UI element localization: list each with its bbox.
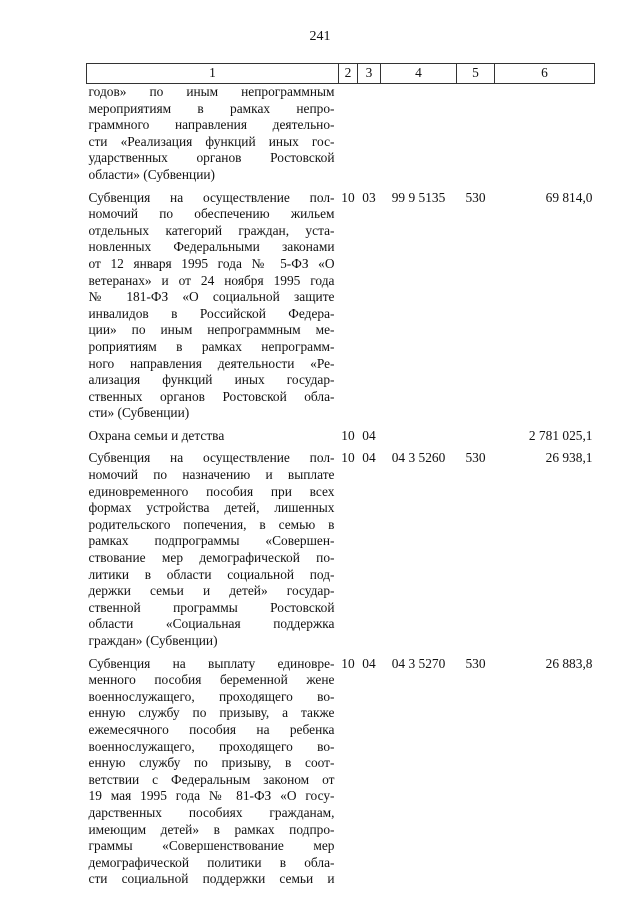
- header-row: [87, 64, 595, 84]
- row-name-line: военнослужащего, проходящего во-: [88, 688, 335, 704]
- row-name-line: области» (Субвенции): [88, 166, 216, 182]
- row-name-line: сти» (Субвенции): [88, 405, 190, 421]
- row-name-line: граммного направления деятельно-: [88, 117, 335, 133]
- header-cell-5: 5: [457, 64, 495, 84]
- row-name-line: формах устройства детей, лишенных: [88, 500, 335, 516]
- row-name-line: енную службу по призыву, в соот-: [88, 755, 335, 771]
- row-amount: 69 814,0: [545, 189, 593, 205]
- row-name-line: номочий по обеспечению жильем: [88, 206, 335, 222]
- row-target-article: 04 3 5260: [391, 450, 446, 466]
- row-name-line: ствование мер демографической по-: [88, 550, 335, 566]
- table-row: [87, 190, 595, 428]
- table-row: [87, 428, 595, 451]
- row-amount: 26 938,1: [545, 450, 593, 466]
- row-name-line: ежемесячного пособия на ребенка: [88, 721, 335, 737]
- row-subsection: 04: [362, 427, 376, 443]
- row-amount: 2 781 025,1: [528, 427, 593, 443]
- row-name-line: годов» по иным непрограммным: [88, 84, 335, 99]
- row-name-line: дарственных пособиях гражданам,: [88, 804, 335, 820]
- row-name: [87, 190, 339, 428]
- row-subsection: 03: [362, 189, 376, 205]
- header-cell-2: 2: [339, 64, 358, 84]
- row-expense-type: 530: [465, 450, 486, 466]
- row-name-line: от 12 января 1995 года № 5-ФЗ «О: [88, 255, 335, 271]
- header-cell-3: 3: [358, 64, 381, 84]
- row-section: 10: [341, 189, 355, 205]
- row-name: [87, 428, 339, 451]
- row-name-line: мероприятиям в рамках непро-: [88, 100, 335, 116]
- row-expense-type: 530: [465, 655, 486, 671]
- row-name-line: новленных Федеральными законами: [88, 239, 335, 255]
- row-name: [87, 84, 339, 190]
- row-name-line: отдельных категорий граждан, уста-: [88, 222, 335, 238]
- row-section: 10: [341, 427, 355, 443]
- row-name-line: сти социальной поддержки семьи и: [88, 871, 335, 887]
- row-name-line: демографической политики в обла-: [88, 854, 335, 870]
- row-name-line: держки семьи и детей» государ-: [88, 583, 335, 599]
- header-cell-1: 1: [87, 64, 339, 84]
- row-section: 10: [341, 450, 355, 466]
- row-name-line: родительского попечения, в семью в: [88, 516, 335, 532]
- row-expense-type: 530: [465, 189, 486, 205]
- row-name-line: ственных органов Ростовской обла-: [88, 388, 335, 404]
- row-name-line: инвалидов в Российской Федера-: [88, 305, 335, 321]
- row-target-article: [381, 428, 457, 451]
- row-target-article: 99 9 5135: [391, 189, 446, 205]
- row-name-line: Охрана семьи и детства: [88, 427, 225, 443]
- row-subsection: 04: [362, 450, 376, 466]
- row-name-line: граммы «Совершенствование мер: [88, 838, 335, 854]
- table-row: [87, 656, 595, 894]
- row-name-line: номочий по назначению и выплате: [88, 467, 335, 483]
- row-name-line: граждан» (Субвенции): [88, 633, 218, 648]
- row-name-line: № 181-ФЗ «О социальной защите: [88, 289, 335, 305]
- row-expense-type: [457, 428, 495, 451]
- row-name-line: литики в области социальной под-: [88, 566, 335, 582]
- row-amount: [495, 84, 595, 190]
- row-name-line: области «Социальная поддержка: [88, 616, 335, 632]
- row-name-line: ции» по иным непрограммным ме-: [88, 322, 335, 338]
- row-name-line: менного пособия беременной жене: [88, 672, 335, 688]
- row-name-line: военнослужащего, проходящего во-: [88, 738, 335, 754]
- row-name-line: енную службу по призыву, а также: [88, 705, 335, 721]
- row-section: [339, 84, 358, 190]
- row-name: [87, 656, 339, 894]
- row-subsection: 04: [362, 655, 376, 671]
- row-name-line: ализация функций иных государ-: [88, 372, 335, 388]
- row-name-line: роприятиям в рамках непрограмм-: [88, 338, 335, 354]
- row-name-line: ного направления деятельности «Ре-: [88, 355, 335, 371]
- row-target-article: 04 3 5270: [391, 655, 446, 671]
- table-row: [87, 450, 595, 655]
- row-name-line: ветеранах» и от 24 ноября 1995 года: [88, 272, 335, 288]
- row-subsection: [358, 84, 381, 190]
- header-cell-4: 4: [381, 64, 457, 84]
- row-name-line: рамках подпрограммы «Совершен-: [88, 533, 335, 549]
- row-name-line: сти «Реализация функций иных гос-: [88, 133, 335, 149]
- row-name: [87, 450, 339, 655]
- row-name-line: Субвенция на осуществление пол-: [88, 189, 335, 205]
- table-row: [87, 84, 595, 190]
- budget-table: [86, 63, 595, 894]
- page-number: 241: [309, 29, 331, 44]
- row-name-line: ственной программы Ростовской: [88, 599, 335, 615]
- row-section: 10: [341, 655, 355, 671]
- row-name-line: ветствии с Федеральным законом от: [88, 771, 335, 787]
- row-name-line: Субвенция на выплату единовре-: [88, 655, 335, 671]
- header-cell-6: 6: [495, 64, 595, 84]
- row-name-line: ударственных органов Ростовской: [88, 150, 335, 166]
- row-name-line: единовременного пособия при всех: [88, 483, 335, 499]
- row-name-line: 19 мая 1995 года № 81-ФЗ «О госу-: [88, 788, 335, 804]
- row-name-line: имеющим детей» в рамках подпро-: [88, 821, 335, 837]
- row-target-article: [381, 84, 457, 190]
- row-expense-type: [457, 84, 495, 190]
- row-amount: 26 883,8: [545, 655, 593, 671]
- row-name-line: Субвенция на осуществление пол-: [88, 450, 335, 466]
